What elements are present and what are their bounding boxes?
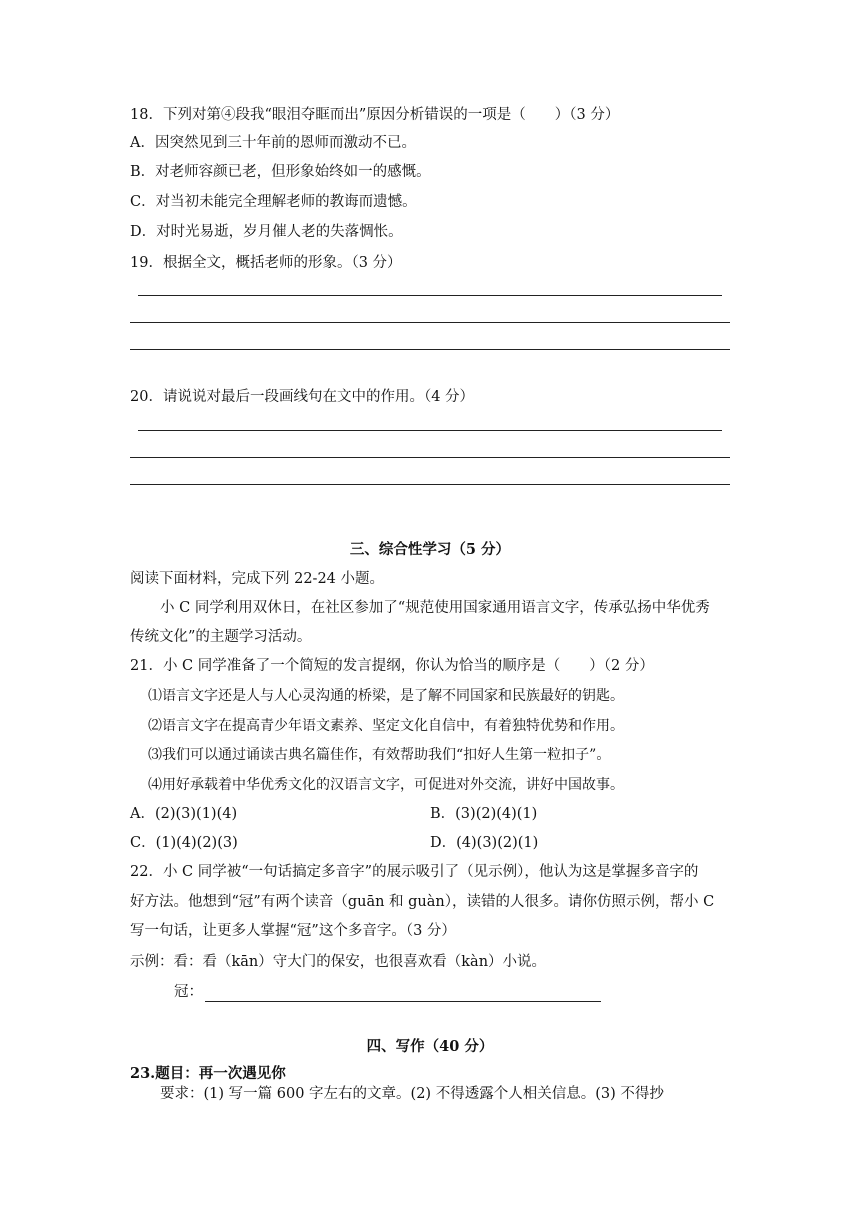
q21-item-1: ⑴语言文字还是人与人心灵沟通的桥梁，是了解不同国家和民族最好的钥匙。 (148, 688, 624, 704)
q20-stem: 20．请说说对最后一段画线句在文中的作用。（4 分） (130, 389, 475, 405)
q22-line-1: 22．小 C 同学被“一句话搞定多音字”的展示吸引了（见示例），他认为这是掌握多音字的 (130, 864, 699, 880)
q23-requirements: 要求：(1) 写一篇 600 字左右的文章。(2) 不得透露个人相关信息。(3) 不得抄 (160, 1086, 664, 1102)
section4-title: 四、写作（40 分） (366, 1038, 494, 1055)
q18-option-a: A．因突然见到三十年前的恩师而激动不已。 (130, 135, 416, 151)
q19-answer-line-1 (138, 295, 722, 296)
q21-item-3: ⑶我们可以通过诵读古典名篇佳作，有效帮助我们“扣好人生第一粒扣子”。 (148, 747, 611, 763)
q21-choice-b: B．(3)(2)(4)(1) (430, 806, 538, 822)
q19-answer-line-3 (130, 349, 730, 350)
q22-line-3: 写一句话，让更多人掌握“冠”这个多音字。（3 分） (130, 923, 456, 939)
q22-example: 示例：看：看（kān）守大门的保安，也很喜欢看（kàn）小说。 (130, 954, 547, 970)
q22-answer-blank[interactable] (205, 985, 601, 1002)
q21-choice-d: D．(4)(3)(2)(1) (430, 835, 539, 851)
q19-stem: 19．根据全文，概括老师的形象。（3 分） (130, 255, 402, 271)
section3-intro: 阅读下面材料，完成下列 22-24 小题。 (130, 571, 385, 587)
q20-answer-line-1 (138, 430, 722, 431)
q18-option-d: D．对时光易逝，岁月催人老的失落惆怅。 (130, 224, 403, 240)
q21-choice-a: A．(2)(3)(1)(4) (130, 806, 238, 822)
q23-title: 23.题目：再一次遇见你 (130, 1065, 286, 1082)
q21-choice-c: C．(1)(4)(2)(3) (130, 835, 238, 851)
q18-option-b: B．对老师容颜已老，但形象始终如一的感慨。 (130, 164, 431, 180)
q21-item-2: ⑵语言文字在提高青少年语文素养、坚定文化自信中，有着独特优势和作用。 (148, 718, 624, 734)
q22-answer-row (174, 982, 614, 1002)
q22-line-2: 好方法。他想到“冠”有两个读音（guān 和 guàn），读错的人很多。请你仿照示例，帮小 C (130, 894, 715, 910)
q22-answer-label: 冠： (174, 984, 203, 1000)
q20-answer-line-3 (130, 484, 730, 485)
q18-stem: 18．下列对第④段我“眼泪夺眶而出”原因分析错误的一项是（ ）（3 分） (130, 107, 620, 123)
q20-answer-line-2 (130, 457, 730, 458)
q21-item-4: ⑷用好承载着中华优秀文化的汉语言文字，可促进对外交流，讲好中国故事。 (148, 777, 624, 793)
material-line-2: 传统文化”的主题学习活动。 (130, 629, 312, 645)
q21-stem: 21．小 C 同学准备了一个简短的发言提纲，你认为恰当的顺序是（ ）（2 分） (130, 658, 654, 674)
material-line-1: 小 C 同学利用双休日，在社区参加了“规范使用国家通用语言文字，传承弘扬中华优秀 (160, 600, 710, 616)
q19-answer-line-2 (130, 322, 730, 323)
q18-option-c: C．对当初未能完全理解老师的教诲而遗憾。 (130, 194, 417, 210)
section3-title: 三、综合性学习（5 分） (349, 541, 511, 558)
